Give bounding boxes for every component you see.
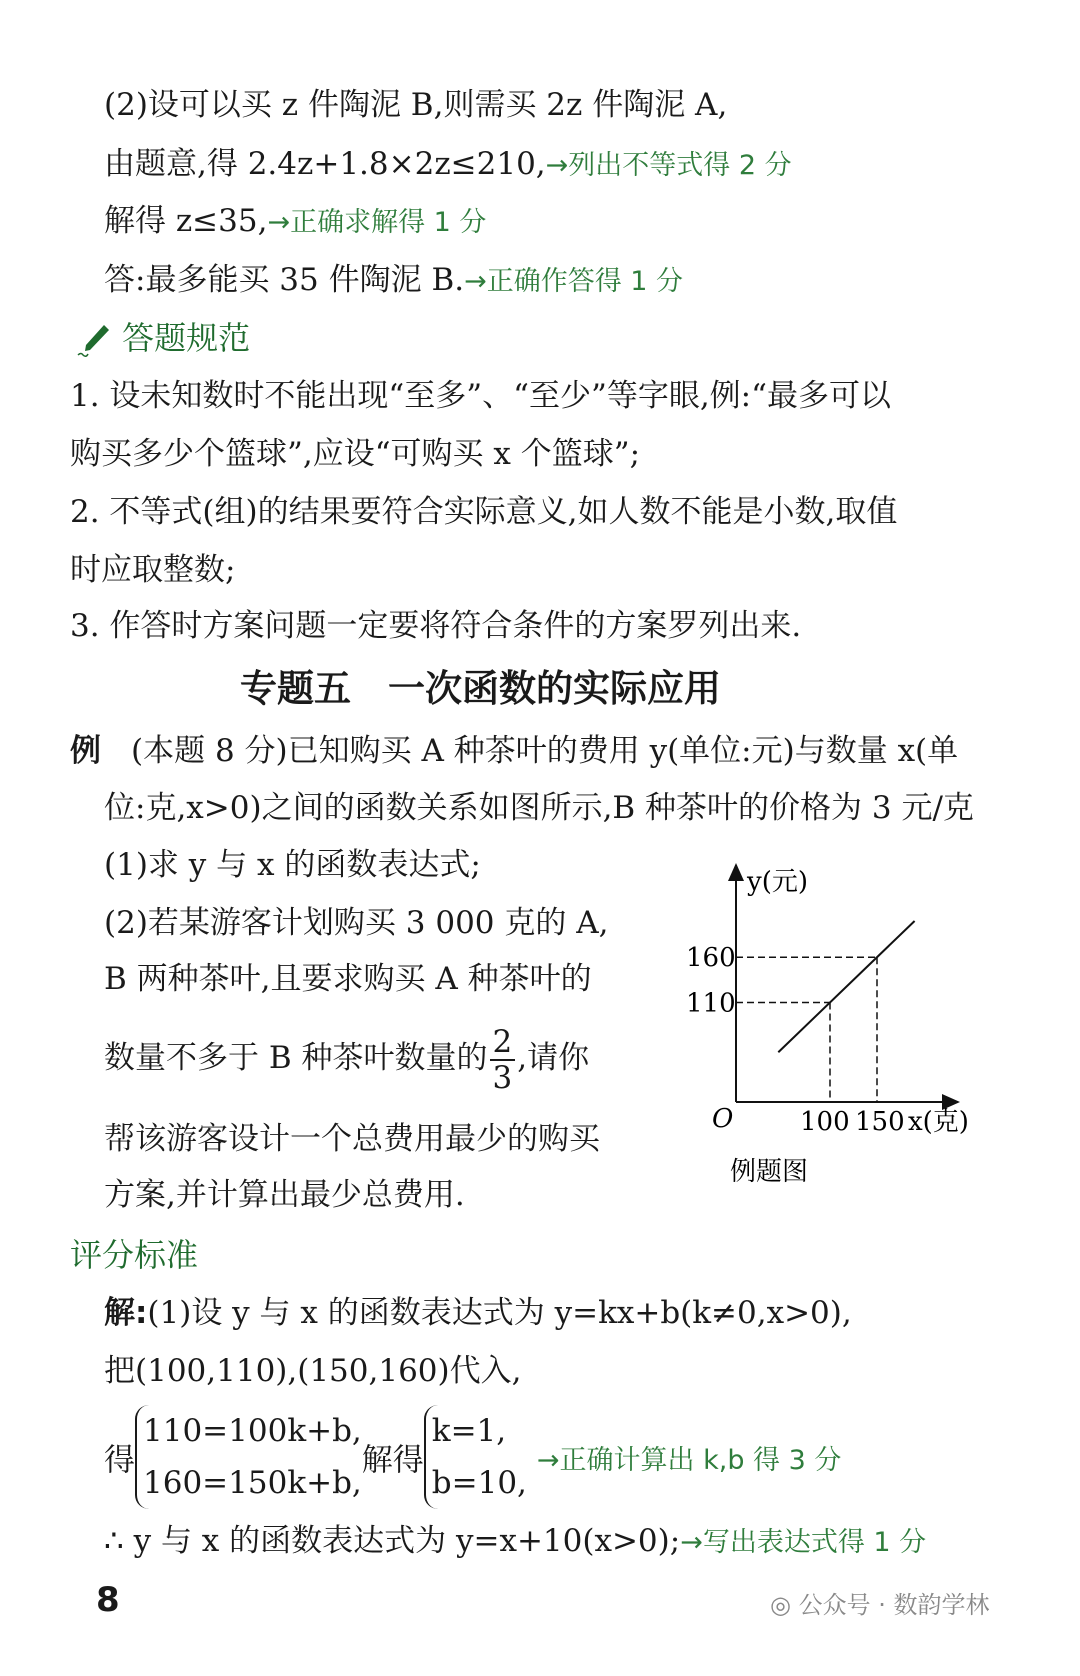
- page-number: 8: [96, 1580, 120, 1620]
- text: (本题 8 分)已知购买 A 种茶叶的费用 y(单位:元)与数量 x(单: [131, 733, 959, 769]
- text: 解得: [361, 1442, 424, 1479]
- score-note: →写出表达式得 1 分: [680, 1527, 927, 1558]
- part2-line4: [104, 260, 683, 302]
- scoring-title: 评分标准: [70, 1236, 199, 1274]
- text: ,请你: [517, 1040, 590, 1076]
- y-tick-label: 160: [686, 943, 736, 974]
- norms-item: 时应取整数;: [70, 552, 236, 588]
- question-2: 帮该游客设计一个总费用最少的购买: [104, 1121, 600, 1157]
- function-line: [778, 921, 914, 1052]
- denominator: 3: [492, 1059, 513, 1096]
- equation: 160=150k+b,: [143, 1465, 362, 1501]
- norms-title: 答题规范: [122, 319, 251, 357]
- question-1: (1)求 y 与 x 的函数表达式;: [104, 847, 481, 883]
- example-line2: 位:克,x>0)之间的函数关系如图所示,B 种茶叶的价格为 3 元/克: [104, 790, 974, 826]
- watermark-text: 公众号 · 数韵学林: [798, 1591, 990, 1619]
- norms-item: 购买多少个篮球”,应设“可购买 x 个篮球”;: [70, 436, 641, 472]
- topic-title: 专题五 一次函数的实际应用: [240, 667, 721, 710]
- watermark: [770, 1585, 989, 1625]
- solution-line1: [104, 1293, 852, 1333]
- equation-system-line: [104, 1405, 841, 1509]
- question-2: [104, 1022, 589, 1095]
- y-tick-label: 110: [686, 988, 736, 1019]
- score-note: →正确作答得 1 分: [464, 266, 684, 297]
- example-chart: [650, 840, 1050, 1190]
- score-note: →列出不等式得 2 分: [545, 150, 792, 181]
- equation: 110=100k+b,: [143, 1413, 362, 1449]
- norms-item: 2. 不等式(组)的结果要符合实际意义,如人数不能是小数,取值: [70, 494, 898, 530]
- score-note: →正确求解得 1 分: [267, 207, 487, 238]
- pencil-icon: [76, 322, 112, 358]
- text: (1)设 y 与 x 的函数表达式为 y=kx+b(k≠0,x>0),: [147, 1295, 852, 1331]
- solution-label: 解:: [104, 1295, 148, 1331]
- text: 解得 z≤35,: [104, 203, 268, 239]
- solution-line4: [104, 1521, 926, 1563]
- chart-title: 例题图: [730, 1157, 809, 1187]
- norms-item: 3. 作答时方案问题一定要将符合条件的方案罗列出来.: [70, 608, 802, 644]
- x-axis-label: x(克): [908, 1107, 969, 1137]
- text: 答:最多能买 35 件陶泥 B.: [104, 262, 465, 298]
- solution-line2: 把(100,110),(150,160)代入,: [104, 1353, 522, 1389]
- text: 数量不多于 B 种茶叶数量的: [104, 1040, 488, 1076]
- example-line1: [70, 731, 958, 771]
- wechat-icon: ◎: [770, 1591, 799, 1619]
- fraction: [490, 1025, 516, 1095]
- norms-heading: [76, 318, 250, 358]
- equation-system: [135, 1405, 362, 1509]
- question-2: (2)若某游客计划购买 3 000 克的 A,: [104, 905, 609, 941]
- part2-line1: (2)设可以买 z 件陶泥 B,则需买 2z 件陶泥 A,: [104, 87, 728, 123]
- x-tick-label: 150: [855, 1107, 905, 1137]
- question-2: B 两种茶叶,且要求购买 A 种茶叶的: [104, 961, 592, 997]
- part2-line2: [104, 144, 792, 186]
- text: ∴ y 与 x 的函数表达式为 y=x+10(x>0);: [104, 1523, 681, 1559]
- score-note: →正确计算出 k,b 得 3 分: [536, 1444, 842, 1476]
- question-2: 方案,并计算出最少总费用.: [104, 1177, 465, 1213]
- example-label: 例: [70, 733, 101, 769]
- origin-label: O: [712, 1104, 734, 1134]
- text: 得: [104, 1442, 135, 1479]
- y-axis-label: y(元): [747, 867, 808, 897]
- equation: b=10,: [431, 1465, 527, 1501]
- x-tick-label: 100: [800, 1107, 850, 1137]
- norms-item: 1. 设未知数时不能出现“至多”、“至少”等字眼,例:“最多可以: [70, 378, 891, 414]
- part2-line3: [104, 201, 486, 243]
- equation: k=1,: [431, 1413, 507, 1449]
- text: 由题意,得 2.4z+1.8×2z≤210,: [104, 146, 546, 182]
- numerator: 2: [490, 1025, 516, 1061]
- solution-system: [424, 1405, 527, 1509]
